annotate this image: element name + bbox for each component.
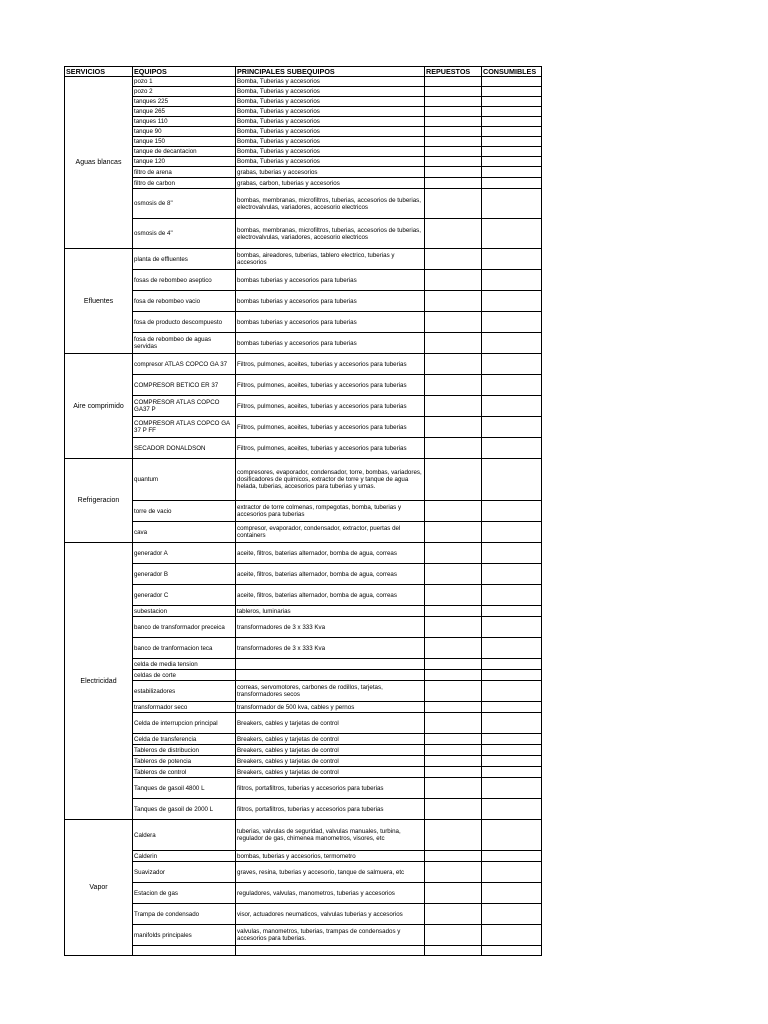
equipo-cell: pozo 1 bbox=[133, 77, 236, 87]
subequipo-cell: Filtros, pulmones, aceites, tuberias y accesorios para tuberias bbox=[236, 354, 425, 375]
table-row bbox=[65, 659, 542, 670]
table-row bbox=[65, 167, 542, 178]
equipo-cell: Tableros de control bbox=[133, 767, 236, 778]
repuestos-cell bbox=[425, 333, 482, 354]
table-row bbox=[65, 778, 542, 799]
consumibles-cell bbox=[482, 756, 542, 767]
subequipo-cell: Bomba, Tuberias y accesorios bbox=[236, 87, 425, 97]
equipo-cell: Calderin bbox=[133, 851, 236, 862]
subequipo-cell: Filtros, pulmones, aceites, tuberias y accesorios para tuberias bbox=[236, 375, 425, 396]
equipo-cell: Tableros de distribucion bbox=[133, 745, 236, 756]
consumibles-cell bbox=[482, 354, 542, 375]
consumibles-cell bbox=[482, 925, 542, 946]
subequipo-cell: Bomba, Tuberias y accesorios bbox=[236, 117, 425, 127]
subequipo-cell: Bomba, Tuberias y accesorios bbox=[236, 157, 425, 167]
repuestos-cell bbox=[425, 638, 482, 659]
consumibles-cell bbox=[482, 617, 542, 638]
consumibles-cell bbox=[482, 501, 542, 522]
table-row bbox=[65, 333, 542, 354]
table-row bbox=[65, 670, 542, 681]
table-row bbox=[65, 459, 542, 501]
subequipo-cell: bombas, membranas, microfiltros, tuberias, accesorios de tuberias, electrovalvulas, variadores, accesorio electricos bbox=[236, 189, 425, 219]
table-row bbox=[65, 117, 542, 127]
consumibles-cell bbox=[482, 249, 542, 270]
equipo-cell: compresor ATLAS COPCO GA 37 bbox=[133, 354, 236, 375]
consumibles-cell bbox=[482, 778, 542, 799]
table-row bbox=[65, 97, 542, 107]
repuestos-cell bbox=[425, 97, 482, 107]
repuestos-cell bbox=[425, 291, 482, 312]
subequipo-cell: tuberias, valvulas de seguridad, valvulas manuales, turbina, regulador de gas, chimenea manometros, visores, etc bbox=[236, 820, 425, 851]
equipo-cell: manifolds principales bbox=[133, 925, 236, 946]
equipo-cell: fosa de rebombeo de aguas servidas bbox=[133, 333, 236, 354]
table-row bbox=[65, 291, 542, 312]
equipo-cell: subestacion bbox=[133, 606, 236, 617]
subequipo-cell: filtros, portafiltros, tuberias y accesorios para tuberias bbox=[236, 799, 425, 820]
repuestos-cell bbox=[425, 799, 482, 820]
consumibles-cell bbox=[482, 681, 542, 702]
repuestos-cell bbox=[425, 77, 482, 87]
equipo-cell: tanques 110 bbox=[133, 117, 236, 127]
table-row bbox=[65, 638, 542, 659]
repuestos-cell bbox=[425, 270, 482, 291]
repuestos-cell bbox=[425, 904, 482, 925]
subequipo-cell: visor, actuadores neumaticos, valvulas tuberias y accesorios bbox=[236, 904, 425, 925]
equipo-cell: generador C bbox=[133, 585, 236, 606]
consumibles-cell bbox=[482, 543, 542, 564]
table-row bbox=[65, 157, 542, 167]
equipo-cell: tanque 120 bbox=[133, 157, 236, 167]
equipo-cell: tanques 225 bbox=[133, 97, 236, 107]
subequipo-cell: valvulas, manometros, tuberias, trampas de condensados y accesorios para tuberias. bbox=[236, 925, 425, 946]
consumibles-cell bbox=[482, 883, 542, 904]
table-body bbox=[65, 77, 542, 956]
equipo-cell: Tableros de potencia bbox=[133, 756, 236, 767]
repuestos-cell bbox=[425, 157, 482, 167]
repuestos-cell bbox=[425, 147, 482, 157]
repuestos-cell bbox=[425, 522, 482, 543]
consumibles-cell bbox=[482, 178, 542, 189]
equipo-cell: SECADOR DONALDSON bbox=[133, 438, 236, 459]
table-row bbox=[65, 713, 542, 734]
table-row bbox=[65, 767, 542, 778]
repuestos-cell bbox=[425, 501, 482, 522]
equipo-cell: filtro de arena bbox=[133, 167, 236, 178]
table-row bbox=[65, 585, 542, 606]
consumibles-cell bbox=[482, 459, 542, 501]
consumibles-cell bbox=[482, 167, 542, 178]
repuestos-cell bbox=[425, 820, 482, 851]
equipo-cell: osmosis de 4" bbox=[133, 219, 236, 249]
table-row bbox=[65, 249, 542, 270]
consumibles-cell bbox=[482, 312, 542, 333]
subequipo-cell: bombas, membranas, microfiltros, tuberias, accesorios de tuberias, electrovalvulas, variadores, accesorio electricos bbox=[236, 219, 425, 249]
equipo-cell: pozo 2 bbox=[133, 87, 236, 97]
consumibles-cell bbox=[482, 117, 542, 127]
table-row bbox=[65, 904, 542, 925]
repuestos-cell bbox=[425, 745, 482, 756]
repuestos-cell bbox=[425, 767, 482, 778]
table-row bbox=[65, 219, 542, 249]
subequipo-cell: compresor, evaporador, condensador, extractor, puertas del containers bbox=[236, 522, 425, 543]
service-cell: Electricidad bbox=[65, 543, 133, 820]
equipo-cell: Celda de transferencia bbox=[133, 734, 236, 745]
table-row bbox=[65, 606, 542, 617]
services-table bbox=[64, 66, 542, 956]
equipo-cell: Trampa de condensado bbox=[133, 904, 236, 925]
subequipo-cell: Breakers, cables y tarjetas de control bbox=[236, 734, 425, 745]
repuestos-cell bbox=[425, 459, 482, 501]
equipo-cell: tanque 90 bbox=[133, 127, 236, 137]
subequipo-cell: aceite, filtros, baterias alternador, bomba de agua, correas bbox=[236, 585, 425, 606]
consumibles-cell bbox=[482, 734, 542, 745]
repuestos-cell bbox=[425, 702, 482, 713]
repuestos-cell bbox=[425, 778, 482, 799]
repuestos-cell bbox=[425, 564, 482, 585]
repuestos-cell bbox=[425, 883, 482, 904]
subequipo-cell: Filtros, pulmones, aceites, tuberias y accesorios para tuberias bbox=[236, 396, 425, 417]
consumibles-cell bbox=[482, 564, 542, 585]
table-row bbox=[65, 501, 542, 522]
subequipo-cell: transformadores de 3 x 333 Kva bbox=[236, 638, 425, 659]
table-row bbox=[65, 681, 542, 702]
equipo-cell: transformador seco bbox=[133, 702, 236, 713]
equipo-cell: generador A bbox=[133, 543, 236, 564]
equipo-cell: tanque 265 bbox=[133, 107, 236, 117]
consumibles-cell bbox=[482, 219, 542, 249]
subequipo-cell bbox=[236, 946, 425, 956]
equipo-cell: COMPRESOR ATLAS COPCO GA 37 P FF bbox=[133, 417, 236, 438]
equipo-cell: celda de media tension bbox=[133, 659, 236, 670]
subequipo-cell: Bomba, Tuberias y accesorios bbox=[236, 97, 425, 107]
consumibles-cell bbox=[482, 87, 542, 97]
repuestos-cell bbox=[425, 681, 482, 702]
repuestos-cell bbox=[425, 167, 482, 178]
repuestos-cell bbox=[425, 862, 482, 883]
consumibles-cell bbox=[482, 946, 542, 956]
repuestos-cell bbox=[425, 375, 482, 396]
repuestos-cell bbox=[425, 670, 482, 681]
consumibles-cell bbox=[482, 417, 542, 438]
subequipo-cell bbox=[236, 670, 425, 681]
table-row bbox=[65, 799, 542, 820]
consumibles-cell bbox=[482, 820, 542, 851]
consumibles-cell bbox=[482, 799, 542, 820]
consumibles-cell bbox=[482, 638, 542, 659]
subequipo-cell: Bomba, Tuberias y accesorios bbox=[236, 127, 425, 137]
table-row bbox=[65, 862, 542, 883]
table-row bbox=[65, 756, 542, 767]
subequipo-cell: Breakers, cables y tarjetas de control bbox=[236, 756, 425, 767]
equipo-cell: Caldera bbox=[133, 820, 236, 851]
equipo-cell: COMPRESOR ATLAS COPCO GA37 P bbox=[133, 396, 236, 417]
equipo-cell: COMPRESOR BETICO ER 37 bbox=[133, 375, 236, 396]
subequipo-cell: extractor de torre colmenas, rompegotas, bomba, tuberias y accesorios para tuberias bbox=[236, 501, 425, 522]
subequipo-cell: bombas, aireadores, tuberias, tablero electrico, tuberias y accesorios bbox=[236, 249, 425, 270]
table-row bbox=[65, 87, 542, 97]
table-row bbox=[65, 375, 542, 396]
subequipo-cell: aceite, filtros, baterias alternador, bomba de agua, correas bbox=[236, 543, 425, 564]
header-equipos: EQUIPOS bbox=[133, 67, 236, 77]
repuestos-cell bbox=[425, 219, 482, 249]
subequipo-cell: bombas, tuberias y accesorios, termometro bbox=[236, 851, 425, 862]
subequipo-cell: grabas, tuberias y accesorios bbox=[236, 167, 425, 178]
consumibles-cell bbox=[482, 157, 542, 167]
service-cell: Aguas blancas bbox=[65, 77, 133, 249]
table-row bbox=[65, 107, 542, 117]
repuestos-cell bbox=[425, 107, 482, 117]
table-row bbox=[65, 189, 542, 219]
subequipo-cell: bombas tuberias y accesorios para tuberias bbox=[236, 312, 425, 333]
repuestos-cell bbox=[425, 925, 482, 946]
equipo-cell: cava bbox=[133, 522, 236, 543]
consumibles-cell bbox=[482, 107, 542, 117]
consumibles-cell bbox=[482, 713, 542, 734]
consumibles-cell bbox=[482, 97, 542, 107]
equipo-cell: fosa de rebombeo vacio bbox=[133, 291, 236, 312]
subequipo-cell: bombas tuberias y accesorios para tuberias bbox=[236, 291, 425, 312]
repuestos-cell bbox=[425, 137, 482, 147]
table-row bbox=[65, 354, 542, 375]
repuestos-cell bbox=[425, 543, 482, 564]
subequipo-cell: Bomba, Tuberias y accesorios bbox=[236, 107, 425, 117]
service-cell: Aire comprimido bbox=[65, 354, 133, 459]
repuestos-cell bbox=[425, 585, 482, 606]
subequipo-cell bbox=[236, 659, 425, 670]
header-subequipos: PRINCIPALES SUBEQUIPOS bbox=[236, 67, 425, 77]
subequipo-cell: Breakers, cables y tarjetas de control bbox=[236, 745, 425, 756]
consumibles-cell bbox=[482, 702, 542, 713]
header-repuestos: REPUESTOS bbox=[425, 67, 482, 77]
equipo-cell: Tanques de gasoil 4800 L bbox=[133, 778, 236, 799]
consumibles-cell bbox=[482, 189, 542, 219]
header-row bbox=[65, 67, 542, 77]
table-row bbox=[65, 883, 542, 904]
table-row bbox=[65, 925, 542, 946]
subequipo-cell: aceite, filtros, baterias alternador, bomba de agua, correas bbox=[236, 564, 425, 585]
table-row bbox=[65, 312, 542, 333]
consumibles-cell bbox=[482, 585, 542, 606]
consumibles-cell bbox=[482, 147, 542, 157]
repuestos-cell bbox=[425, 756, 482, 767]
consumibles-cell bbox=[482, 767, 542, 778]
table-row bbox=[65, 564, 542, 585]
equipo-cell: banco de tranformacion teca bbox=[133, 638, 236, 659]
table-row bbox=[65, 734, 542, 745]
repuestos-cell bbox=[425, 946, 482, 956]
consumibles-cell bbox=[482, 606, 542, 617]
repuestos-cell bbox=[425, 438, 482, 459]
service-cell: Vapor bbox=[65, 820, 133, 956]
consumibles-cell bbox=[482, 137, 542, 147]
consumibles-cell bbox=[482, 659, 542, 670]
table-row bbox=[65, 178, 542, 189]
header-servicios: SERVICIOS bbox=[65, 67, 133, 77]
repuestos-cell bbox=[425, 417, 482, 438]
equipo-cell: generador B bbox=[133, 564, 236, 585]
equipo-cell: planta de effluentes bbox=[133, 249, 236, 270]
consumibles-cell bbox=[482, 396, 542, 417]
repuestos-cell bbox=[425, 312, 482, 333]
equipo-cell: quantum bbox=[133, 459, 236, 501]
subequipo-cell: Bomba, Tuberias y accesorios bbox=[236, 137, 425, 147]
subequipo-cell: Filtros, pulmones, aceites, tuberias y accesorios para tuberias bbox=[236, 438, 425, 459]
equipo-cell: osmosis de 8" bbox=[133, 189, 236, 219]
table-row bbox=[65, 396, 542, 417]
consumibles-cell bbox=[482, 77, 542, 87]
subequipo-cell: transformadores de 3 x 333 Kva bbox=[236, 617, 425, 638]
subequipo-cell: grabas, carbon, tuberias y accesorios bbox=[236, 178, 425, 189]
repuestos-cell bbox=[425, 117, 482, 127]
equipo-cell bbox=[133, 946, 236, 956]
table-row bbox=[65, 543, 542, 564]
consumibles-cell bbox=[482, 670, 542, 681]
repuestos-cell bbox=[425, 617, 482, 638]
header-consumibles: CONSUMIBLES bbox=[482, 67, 542, 77]
consumibles-cell bbox=[482, 438, 542, 459]
equipo-cell: estabilizadores bbox=[133, 681, 236, 702]
consumibles-cell bbox=[482, 333, 542, 354]
subequipo-cell: bombas tuberias y accesorios para tuberias bbox=[236, 270, 425, 291]
table-row bbox=[65, 946, 542, 956]
subequipo-cell: transformador de 500 kva, cables y pernos bbox=[236, 702, 425, 713]
equipo-cell: celdas de corte bbox=[133, 670, 236, 681]
table-row bbox=[65, 127, 542, 137]
repuestos-cell bbox=[425, 606, 482, 617]
consumibles-cell bbox=[482, 291, 542, 312]
consumibles-cell bbox=[482, 862, 542, 883]
subequipo-cell: Bomba, Tuberias y accesorios bbox=[236, 147, 425, 157]
table-row bbox=[65, 270, 542, 291]
consumibles-cell bbox=[482, 522, 542, 543]
subequipo-cell: Breakers, cables y tarjetas de control bbox=[236, 713, 425, 734]
consumibles-cell bbox=[482, 127, 542, 137]
table-row bbox=[65, 137, 542, 147]
subequipo-cell: bombas tuberias y accesorios para tuberias bbox=[236, 333, 425, 354]
subequipo-cell: correas, servomotores, carbones de rodillos, tarjetas, transformadores secos bbox=[236, 681, 425, 702]
subequipo-cell: compresores, evaporador, condensador, torre, bombas, variadores, dosificadores de quimicos, extractor de torre y tanque de agua helada, tuberias, accesorios para tuberias y umas. bbox=[236, 459, 425, 501]
repuestos-cell bbox=[425, 734, 482, 745]
repuestos-cell bbox=[425, 659, 482, 670]
equipo-cell: Estacion de gas bbox=[133, 883, 236, 904]
table-row bbox=[65, 702, 542, 713]
equipo-cell: fosas de rebombeo aseptico bbox=[133, 270, 236, 291]
equipo-cell: banco de transformador preceica bbox=[133, 617, 236, 638]
subequipo-cell: Breakers, cables y tarjetas de control bbox=[236, 767, 425, 778]
table-row bbox=[65, 617, 542, 638]
subequipo-cell: filtros, portafiltros, tuberias y accesorios para tuberias bbox=[236, 778, 425, 799]
consumibles-cell bbox=[482, 904, 542, 925]
table-row bbox=[65, 417, 542, 438]
repuestos-cell bbox=[425, 189, 482, 219]
equipo-cell: Tanques de gasoil de 2000 L bbox=[133, 799, 236, 820]
repuestos-cell bbox=[425, 87, 482, 97]
equipo-cell: tanque de decantacion bbox=[133, 147, 236, 157]
equipo-cell: Suavizador bbox=[133, 862, 236, 883]
repuestos-cell bbox=[425, 396, 482, 417]
table-row bbox=[65, 745, 542, 756]
repuestos-cell bbox=[425, 851, 482, 862]
repuestos-cell bbox=[425, 178, 482, 189]
consumibles-cell bbox=[482, 270, 542, 291]
equipo-cell: fosa de producto descompuesto bbox=[133, 312, 236, 333]
table-row bbox=[65, 147, 542, 157]
table-row bbox=[65, 820, 542, 851]
subequipo-cell: tableros, luminarias bbox=[236, 606, 425, 617]
equipo-cell: Celda de interrupcion principal bbox=[133, 713, 236, 734]
equipo-cell: filtro de carbon bbox=[133, 178, 236, 189]
repuestos-cell bbox=[425, 127, 482, 137]
subequipo-cell: Filtros, pulmones, aceites, tuberias y accesorios para tuberias bbox=[236, 417, 425, 438]
service-cell: Refrigeracion bbox=[65, 459, 133, 543]
table-row bbox=[65, 851, 542, 862]
equipo-cell: torre de vacio bbox=[133, 501, 236, 522]
table-row bbox=[65, 522, 542, 543]
table-row bbox=[65, 77, 542, 87]
equipo-cell: tanque 150 bbox=[133, 137, 236, 147]
subequipo-cell: graves, resina, tuberias y accesorio, tanque de salmuera, etc bbox=[236, 862, 425, 883]
subequipo-cell: Bomba, Tuberias y accesorios bbox=[236, 77, 425, 87]
consumibles-cell bbox=[482, 745, 542, 756]
consumibles-cell bbox=[482, 375, 542, 396]
repuestos-cell bbox=[425, 249, 482, 270]
service-cell: Efluentes bbox=[65, 249, 133, 354]
repuestos-cell bbox=[425, 713, 482, 734]
consumibles-cell bbox=[482, 851, 542, 862]
repuestos-cell bbox=[425, 354, 482, 375]
table-row bbox=[65, 438, 542, 459]
subequipo-cell: reguladores, valvulas, manometros, tuberias y accesorios bbox=[236, 883, 425, 904]
